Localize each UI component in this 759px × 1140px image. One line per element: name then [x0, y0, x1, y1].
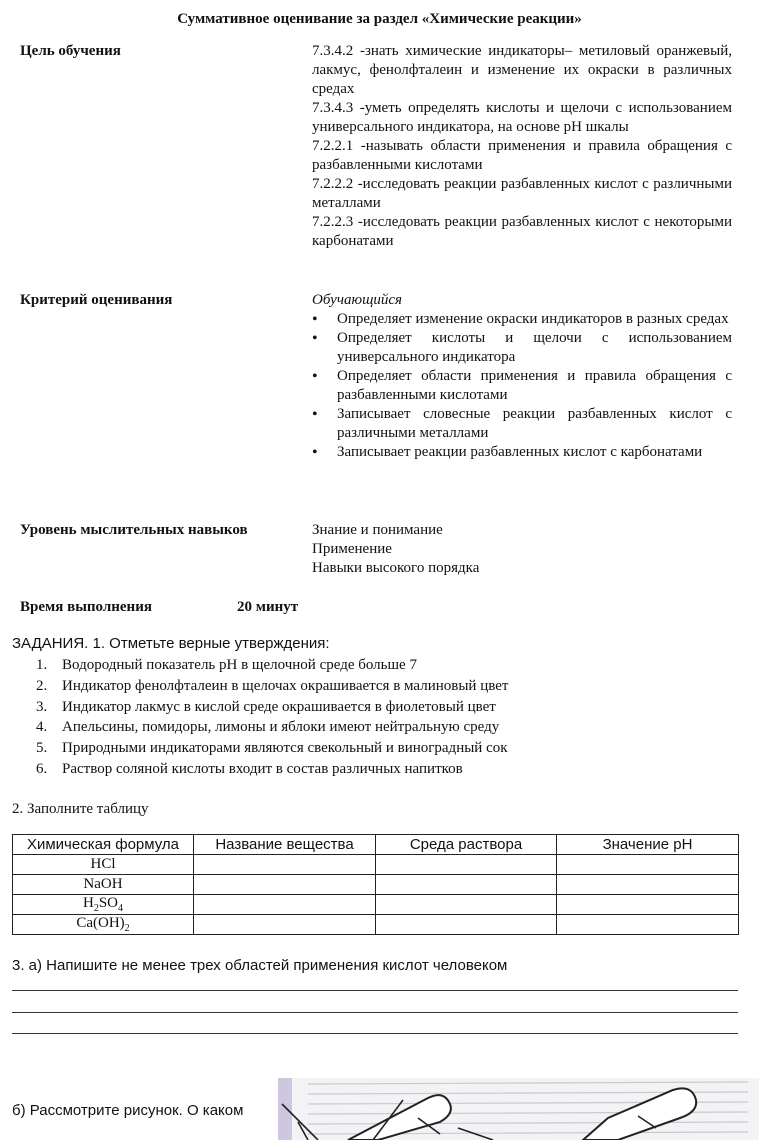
goals-list	[312, 42, 732, 251]
task2-table	[12, 834, 739, 935]
name-cell[interactable]	[194, 895, 376, 915]
statement-item[interactable]	[36, 717, 508, 738]
name-cell[interactable]	[194, 855, 376, 875]
task2-title: 2. Заполните таблицу	[12, 801, 149, 817]
goal-item: 7.2.2.3 -исследовать реакции разбавленных кислот с некоторыми карбонатами	[312, 214, 732, 249]
answer-line[interactable]	[12, 1012, 738, 1013]
medium-cell[interactable]	[376, 915, 557, 935]
statement-item[interactable]	[36, 738, 508, 759]
ph-cell[interactable]	[557, 915, 739, 935]
skill-item: Навыки высокого порядка	[312, 560, 480, 576]
task1-list	[36, 655, 508, 780]
statement-number: 5.	[36, 740, 48, 757]
medium-cell[interactable]	[376, 895, 557, 915]
statement-number: 1.	[36, 657, 48, 673]
criteria-item: • Записывает реакции разбавленных кислот с карбонатами	[312, 443, 732, 462]
name-cell[interactable]	[194, 915, 376, 935]
statement-item[interactable]	[36, 676, 508, 697]
column-header: Название вещества	[194, 835, 376, 855]
column-header: Среда раствора	[376, 835, 557, 855]
medium-cell[interactable]	[376, 875, 557, 895]
table-row	[13, 915, 739, 935]
table-row	[13, 895, 739, 915]
ph-cell[interactable]	[557, 855, 739, 875]
criteria-item: • Определяет кислоты и щелочи с использованием универсального индикатора	[312, 329, 732, 367]
statement-text: Водородный показатель pH в щелочной среде больше 7	[62, 657, 417, 673]
table-header-row	[13, 835, 739, 855]
formula-cell: NaOH	[13, 875, 194, 895]
ph-cell[interactable]	[557, 875, 739, 895]
time-label: Время выполнения	[20, 599, 152, 615]
statement-number: 6.	[36, 760, 48, 777]
goal-item: 7.3.4.2 -знать химические индикаторы– метиловый оранжевый, лакмус, фенолфталеин и изменение их окраски в различных средах	[312, 43, 732, 97]
skills-list	[312, 521, 732, 578]
formula-cell: $Ca(OH)_2$	[13, 915, 194, 935]
test-tubes-figure	[278, 1078, 759, 1140]
task3b-title: б) Рассмотрите рисунок. О каком	[12, 1102, 244, 1119]
statement-number: 4.	[36, 719, 48, 736]
criteria-item: • Определяет области применения и правила обращения с разбавленными кислотами	[312, 367, 732, 405]
statement-text: Раствор соляной кислоты входит в состав различных напитков	[62, 760, 463, 777]
medium-cell[interactable]	[376, 855, 557, 875]
criteria-block	[312, 291, 732, 462]
answer-line[interactable]	[12, 990, 738, 991]
task3a-title: 3. а) Напишите не менее трех областей применения кислот человеком	[12, 957, 508, 974]
statement-text: Индикатор лакмус в кислой среде окрашивается в фиолетовый цвет	[62, 698, 496, 715]
criteria-item: • Записывает словесные реакции разбавленных кислот с различными металлами	[312, 405, 732, 443]
statement-item[interactable]	[36, 697, 508, 718]
statement-number: 3.	[36, 698, 48, 715]
answer-line[interactable]	[12, 1033, 738, 1034]
criteria-item: • Определяет изменение окраски индикаторов в разных средах	[312, 310, 732, 329]
criteria-list	[312, 310, 732, 462]
ph-cell[interactable]	[557, 895, 739, 915]
page-title: Суммативное оценивание за раздел «Химические реакции»	[177, 11, 582, 27]
criteria-label: Критерий оценивания	[20, 292, 173, 308]
goal-item: 7.3.4.3 -уметь определять кислоты и щелочи с использованием универсального индикатора, на основе pH шкалы	[312, 100, 732, 135]
skill-item: Знание и понимание	[312, 522, 443, 538]
goals-label: Цель обучения	[20, 43, 121, 59]
column-header: Значение pH	[557, 835, 739, 855]
statement-item[interactable]	[36, 759, 508, 780]
statement-text: Природными индикаторами являются свекольный и виноградный сок	[62, 740, 508, 757]
statement-text: Индикатор фенолфталеин в щелочах окрашивается в малиновый цвет	[62, 677, 509, 694]
goal-item: 7.2.2.1 -называть области применения и правила обращения с разбавленными кислотами	[312, 138, 732, 173]
task1-intro: ЗАДАНИЯ. 1. Отметьте верные утверждения:	[12, 635, 330, 652]
statement-text: Апельсины, помидоры, лимоны и яблоки имеют нейтральную среду	[62, 719, 500, 736]
statement-number: 2.	[36, 677, 48, 694]
skills-label: Уровень мыслительных навыков	[20, 522, 248, 538]
formula-cell: HCl	[13, 855, 194, 875]
statement-item[interactable]	[36, 655, 508, 676]
name-cell[interactable]	[194, 875, 376, 895]
formula-cell: $H_2SO_4$	[13, 895, 194, 915]
skill-item: Применение	[312, 541, 392, 557]
column-header: Химическая формула	[13, 835, 194, 855]
table-row	[13, 875, 739, 895]
criteria-lead: Обучающийся	[312, 292, 403, 308]
goal-item: 7.2.2.2 -исследовать реакции разбавленных кислот с различными металлами	[312, 176, 732, 211]
time-value: 20 минут	[237, 599, 299, 615]
table-row	[13, 855, 739, 875]
